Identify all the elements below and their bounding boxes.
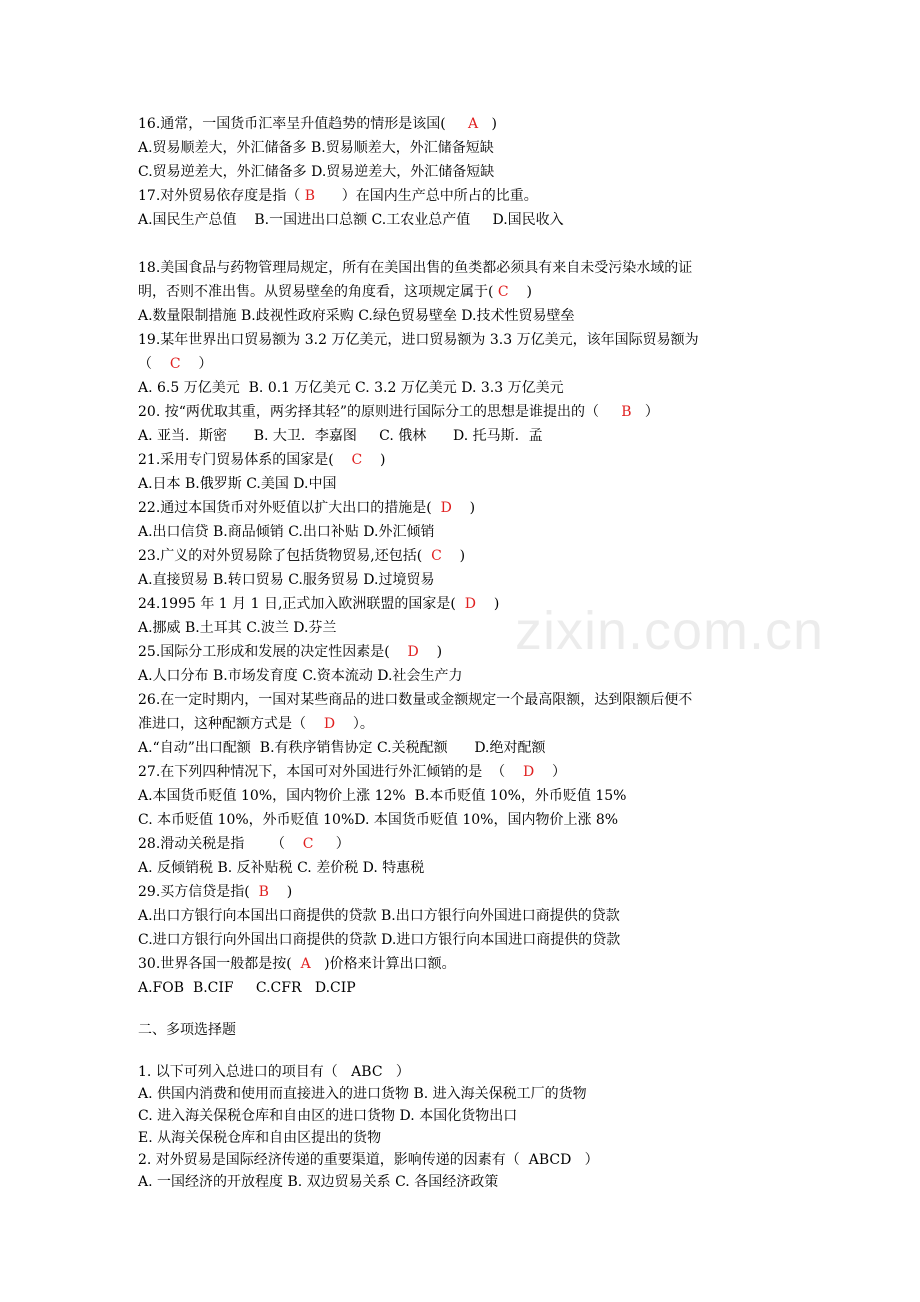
text-line (138, 1172, 498, 1192)
answer-mark: B (621, 404, 632, 420)
text-line (138, 954, 456, 974)
line-text: 18.美国食品与药物管理局规定，所有在美国出售的鱼类都必须具有来自未受污染水域的证 (138, 260, 693, 276)
answer-mark: B (258, 884, 269, 900)
line-text: A.日本 B.俄罗斯 C.美国 D.中国 (138, 476, 337, 492)
line-text: ）。 (335, 716, 374, 732)
text-line (138, 498, 475, 518)
text-line (138, 522, 435, 542)
line-text: 16.通常，一国货币汇率呈升值趋势的情形是该国( (138, 116, 468, 132)
text-line (138, 162, 494, 182)
line-text: 21.采用专门贸易体系的国家是( (138, 452, 352, 468)
text-line (138, 978, 356, 998)
answer-mark: D (323, 716, 336, 732)
line-text: ） (313, 836, 350, 852)
text-line (138, 762, 566, 782)
line-text: 24.1995 年 1 月 1 日,正式加入欧洲联盟的国家是( (138, 596, 465, 612)
text-line (138, 354, 212, 374)
text-line (138, 882, 292, 902)
text-line (138, 210, 564, 230)
line-text: A. 一国经济的开放程度 B. 双边贸易关系 C. 各国经济政策 (138, 1174, 499, 1190)
answer-mark: D (440, 500, 452, 516)
line-text: E. 从海关保税仓库和自由区提出的货物 (138, 1130, 382, 1146)
line-text: A.挪威 B.土耳其 C.波兰 D.芬兰 (138, 620, 337, 636)
line-text: C.进口方银行向外国出口商提供的贷款 D.进口方银行向本国进口商提供的贷款 (138, 932, 621, 948)
line-text: A.出口信贷 B.商品倾销 C.出口补贴 D.外汇倾销 (138, 524, 435, 540)
line-text: 明，否则不准出售。从贸易壁垒的角度看，这项规定属于( (138, 284, 498, 300)
line-text: ) (508, 284, 532, 300)
line-text: 23.广义的对外贸易除了包括货物贸易,还包括( (138, 548, 432, 564)
answer-mark: C (431, 548, 442, 564)
text-line (138, 834, 350, 854)
line-text: 22.通过本国货币对外贬值以扩大出口的措施是( (138, 500, 441, 516)
text-line (138, 186, 538, 206)
text-line (138, 570, 435, 590)
answer-mark: D (522, 764, 535, 780)
answer-mark: A (300, 956, 311, 972)
answer-mark: D (464, 596, 477, 612)
line-text: A.出口方银行向本国出口商提供的贷款 B.出口方银行向外国进口商提供的贷款 (138, 908, 620, 924)
text-line (138, 594, 499, 614)
line-text: ）在国内生产总中所占的比重。 (315, 188, 538, 204)
answer-mark: B (304, 188, 316, 204)
text-line (138, 618, 337, 638)
text-line (138, 258, 692, 278)
watermark: zixin.com.cn (515, 601, 825, 661)
line-text: A. 供国内消费和使用而直接进入的进口货物 B. 进入海关保税工厂的货物 (138, 1086, 587, 1102)
text-line (138, 642, 442, 662)
text-line (138, 450, 386, 470)
line-text: A.贸易顺差大，外汇储备多 B.贸易顺差大，外汇储备短缺 (138, 140, 494, 156)
text-line (138, 930, 620, 950)
line-text: C. 进入海关保税仓库和自由区的进口货物 D. 本国化货物出口 (138, 1108, 518, 1124)
line-text: A. 亚当．斯密 B. 大卫．李嘉图 C. 俄林 D. 托马斯．孟 (138, 428, 543, 444)
text-line (138, 378, 564, 398)
line-text: ） (534, 764, 567, 780)
answer-mark: A (467, 116, 479, 132)
answer-mark: D (407, 644, 419, 660)
line-text: ) (268, 884, 293, 900)
line-text: 1. 以下可列入总进口的项目有（ ABC ） (138, 1064, 410, 1080)
line-text: )价格来计算出口额。 (310, 956, 456, 972)
line-text: A.本国货币贬值 10%，国内物价上涨 12% B.本币贬值 10%，外币贬值 15% (138, 788, 627, 804)
line-text: 二、多项选择题 (138, 1022, 236, 1038)
text-line (138, 1106, 517, 1126)
line-text: 27.在下列四种情况下，本国可对外国进行外汇倾销的是 （ (138, 764, 523, 780)
line-text: ) (451, 500, 476, 516)
line-text: A.国民生产总值 B.一国进出口总额 C.工农业总产值 D.国民收入 (138, 212, 564, 228)
line-text: ) (478, 116, 497, 132)
text-line (138, 138, 494, 158)
line-text: （ (138, 356, 170, 372)
line-text: A.数量限制措施 B.歧视性政府采购 C.绿色贸易壁垒 D.技术性贸易壁垒 (138, 308, 575, 324)
answer-mark: C (169, 356, 181, 372)
line-text: 26.在一定时期内，一国对某些商品的进口数量或金额规定一个最高限额，达到限额后便不 (138, 692, 693, 708)
text-line (138, 738, 546, 758)
text-line (138, 1150, 599, 1170)
text-line (138, 282, 532, 302)
text-line (138, 330, 699, 350)
line-text: A.FOB B.CIF C.CFR D.CIP (138, 980, 356, 996)
text-line (138, 426, 543, 446)
line-text: A. 6.5 万亿美元 B. 0.1 万亿美元 C. 3.2 万亿美元 D. 3.3 万亿美元 (138, 380, 564, 396)
text-line (138, 474, 337, 494)
text-line (138, 546, 465, 566)
text-line (138, 306, 575, 326)
line-text: C. 本币贬值 10%，外币贬值 10%D. 本国货币贬值 10%，国内物价上涨 8% (138, 812, 619, 828)
line-text: 30.世界各国一般都是按( (138, 956, 301, 972)
text-line (138, 906, 620, 926)
line-text: A.直接贸易 B.转口贸易 C.服务贸易 D.过境贸易 (138, 572, 435, 588)
line-text: ) (441, 548, 466, 564)
text-line (138, 1062, 410, 1082)
line-text: 20. 按“两优取其重，两劣择其轻”的原则进行国际分工的思想是谁提出的（ (138, 404, 622, 420)
text-line (138, 1020, 236, 1040)
line-text: A. 反倾销税 B. 反补贴税 C. 差价税 D. 特惠税 (138, 860, 425, 876)
line-text: 29.买方信贷是指( (138, 884, 259, 900)
answer-mark: C (497, 284, 509, 300)
line-text: 2. 对外贸易是国际经济传递的重要渠道，影响传递的因素有（ ABCD ） (138, 1152, 599, 1168)
line-text: 28.滑动关税是指 （ (138, 836, 303, 852)
line-text: ) (476, 596, 500, 612)
text-line (138, 810, 618, 830)
line-text: A.人口分布 B.市场发育度 C.资本流动 D.社会生产力 (138, 668, 463, 684)
text-line (138, 1084, 587, 1104)
line-text: ) (362, 452, 386, 468)
line-text: 25.国际分工形成和发展的决定性因素是( (138, 644, 408, 660)
answer-mark: C (351, 452, 363, 468)
line-text: ) (418, 644, 443, 660)
line-text: ） (180, 356, 213, 372)
text-line (138, 1128, 381, 1148)
line-text: 准进口，这种配额方式是（ (138, 716, 324, 732)
line-text: ） (631, 404, 659, 420)
text-line (138, 714, 374, 734)
line-text: 17.对外贸易依存度是指（ (138, 188, 305, 204)
line-text: 19.某年世界出口贸易额为 3.2 万亿美元，进口贸易额为 3.3 万亿美元，该年国际贸易额为 (138, 332, 699, 348)
line-text: C.贸易逆差大，外汇储备多 D.贸易逆差大，外汇储备短缺 (138, 164, 495, 180)
answer-mark: C (302, 836, 314, 852)
text-line (138, 666, 463, 686)
line-text: A.“自动”出口配额 B.有秩序销售协定 C.关税配额 D.绝对配额 (138, 740, 546, 756)
text-line (138, 786, 626, 806)
text-line (138, 690, 692, 710)
text-line (138, 114, 497, 134)
text-line (138, 858, 424, 878)
text-line (138, 402, 659, 422)
